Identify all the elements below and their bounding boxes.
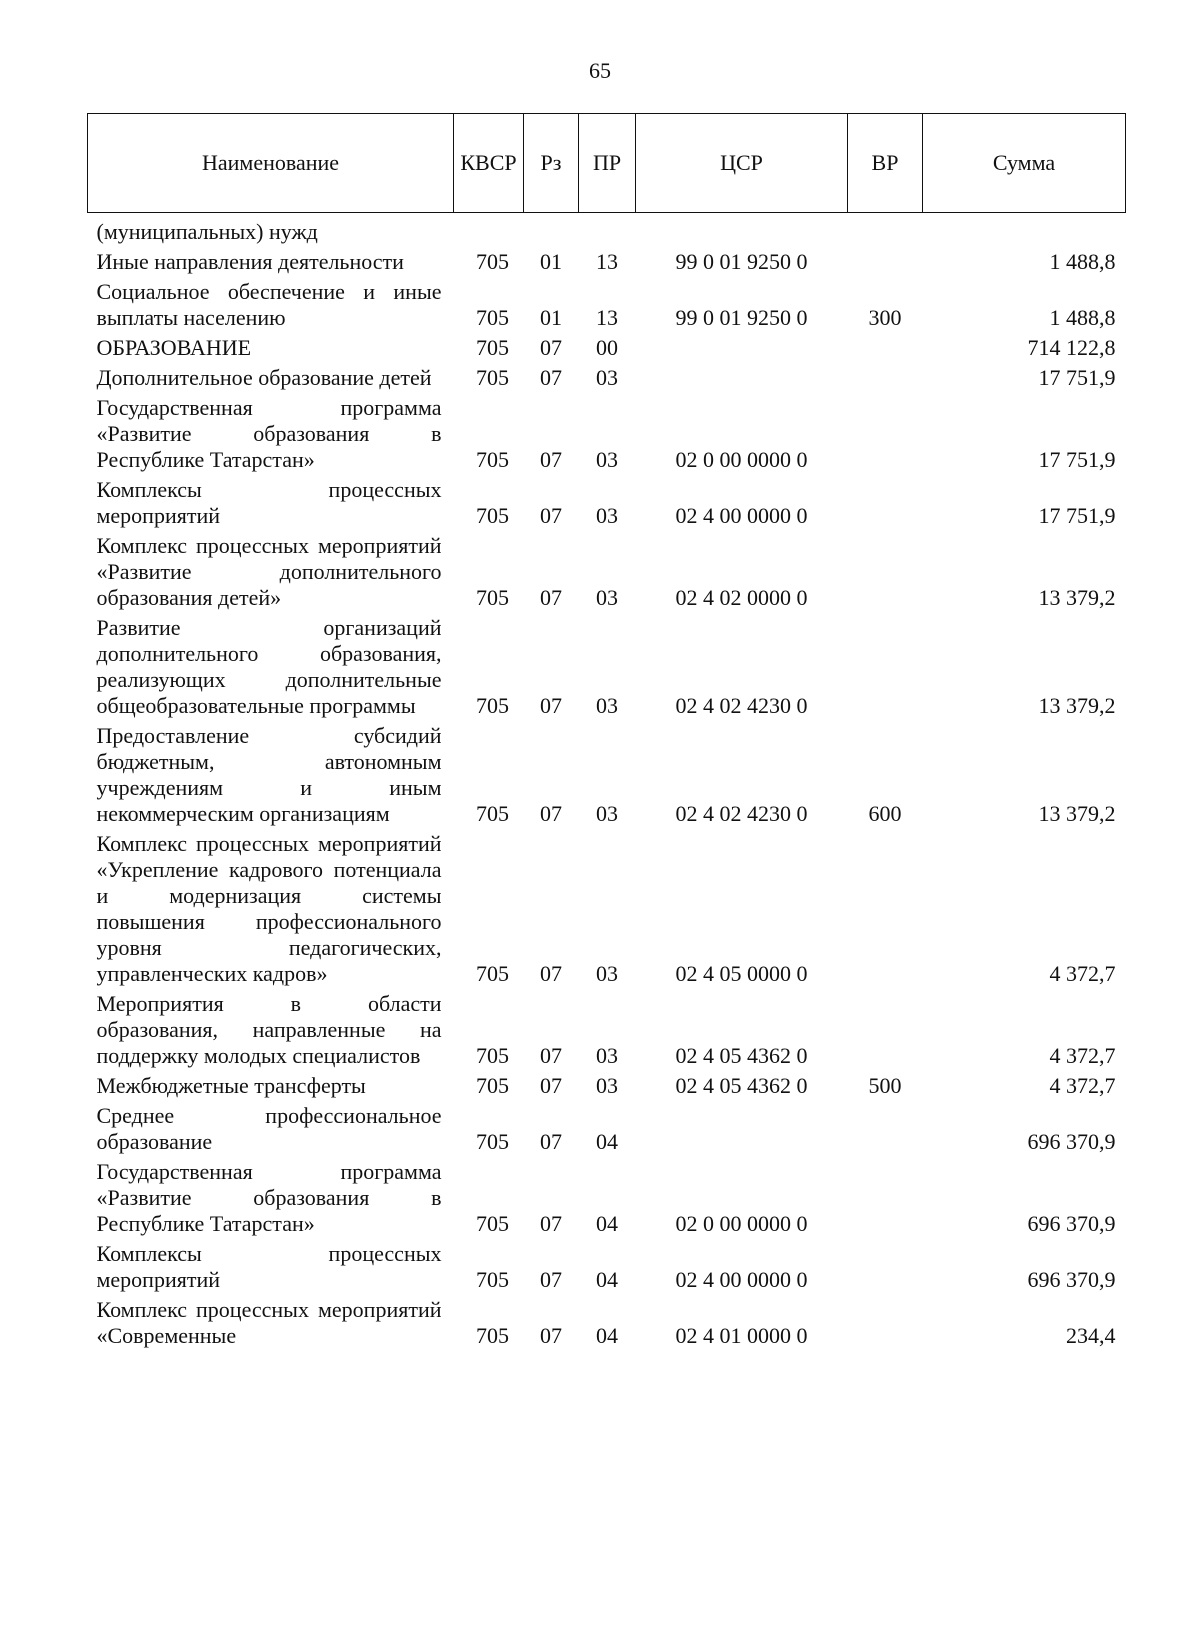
table-body [88,213,1126,1350]
cell-pr: 04 [596,1323,618,1348]
cell-name: Государственная программа «Развитие образования в Республике Татарстан» [96,1159,442,1236]
cell-name: Межбюджетные трансферты [96,1073,366,1098]
cell-pr: 03 [596,961,618,986]
cell-vr [848,473,923,529]
cell-name: Предоставление субсидий бюджетным, автономным учреждениям и иным некоммерческим организациям [96,723,442,826]
cell-pr: 03 [596,503,618,528]
cell-rz: 01 [540,305,562,330]
cell-name: Комплекс процессных мероприятий «Развитие дополнительного образования детей» [96,533,442,610]
cell-kvsr: 705 [476,1129,509,1154]
cell-csr [636,213,848,246]
cell-name: Социальное обеспечение и иные выплаты населению [96,279,442,330]
cell-csr [636,361,848,391]
cell-sum: 234,4 [1066,1323,1116,1348]
cell-rz: 07 [540,1211,562,1236]
cell-vr [848,331,923,361]
cell-csr: 99 0 01 9250 0 [675,305,808,330]
header-rz: Рз [524,114,579,213]
cell-name: ОБРАЗОВАНИЕ [96,335,252,360]
cell-rz: 07 [540,1267,562,1292]
cell-name: Комплексы процессных мероприятий [96,1241,442,1292]
cell-vr [848,1293,923,1349]
cell-sum: 696 370,9 [1027,1129,1116,1154]
cell-name: Комплекс процессных мероприятий «Современные [96,1297,442,1348]
table-row [88,987,1126,1069]
cell-csr: 02 4 00 0000 0 [675,1267,808,1292]
cell-sum: 1 488,8 [1049,305,1116,330]
cell-csr: 02 4 05 4362 0 [675,1043,808,1068]
cell-kvsr: 705 [476,1323,509,1348]
cell-sum: 17 751,9 [1038,447,1116,472]
cell-pr: 13 [596,305,618,330]
cell-sum: 13 379,2 [1038,693,1116,718]
table-row [88,275,1126,331]
cell-rz: 01 [540,249,562,274]
table-row [88,1237,1126,1293]
cell-rz: 07 [540,1073,562,1098]
table-row [88,391,1126,473]
cell-sum [923,213,1126,246]
cell-csr [636,331,848,361]
budget-table [87,113,1126,1349]
cell-pr: 03 [596,693,618,718]
cell-pr: 03 [596,585,618,610]
table-row [88,827,1126,987]
table-row [88,213,1126,246]
cell-csr: 02 0 00 0000 0 [675,1211,808,1236]
cell-csr: 02 4 00 0000 0 [675,503,808,528]
cell-kvsr: 705 [476,1267,509,1292]
cell-rz: 07 [540,801,562,826]
cell-kvsr: 705 [476,585,509,610]
cell-kvsr: 705 [476,249,509,274]
cell-vr [848,1155,923,1237]
cell-kvsr: 705 [476,335,509,360]
cell-pr: 04 [596,1211,618,1236]
cell-pr: 04 [596,1129,618,1154]
table-row [88,1155,1126,1237]
cell-sum: 13 379,2 [1038,585,1116,610]
cell-sum: 13 379,2 [1038,801,1116,826]
table-row [88,245,1126,275]
cell-kvsr: 705 [476,1073,509,1098]
table-row [88,719,1126,827]
cell-csr: 02 4 02 0000 0 [675,585,808,610]
cell-name: Мероприятия в области образования, направленные на поддержку молодых специалистов [96,991,442,1068]
cell-kvsr: 705 [476,503,509,528]
table-row [88,361,1126,391]
header-kvsr: КВСР [454,114,524,213]
table-header [88,114,1126,213]
cell-rz: 07 [540,1129,562,1154]
cell-csr: 02 4 02 4230 0 [675,693,808,718]
cell-vr [848,529,923,611]
cell-pr: 03 [596,801,618,826]
cell-vr: 600 [868,801,902,826]
cell-name: (муниципальных) нужд [96,219,318,244]
cell-name: Иные направления деятельности [96,249,404,274]
cell-rz: 07 [540,1323,562,1348]
header-pr: ПР [579,114,636,213]
cell-sum: 696 370,9 [1027,1211,1116,1236]
table-row [88,1099,1126,1155]
cell-kvsr: 705 [476,801,509,826]
cell-pr: 03 [596,1073,618,1098]
cell-rz: 07 [540,961,562,986]
cell-pr: 03 [596,447,618,472]
table-row [88,473,1126,529]
cell-csr: 02 4 02 4230 0 [675,801,808,826]
cell-sum: 696 370,9 [1027,1267,1116,1292]
table-row [88,529,1126,611]
cell-sum: 17 751,9 [1038,365,1116,390]
cell-pr: 03 [596,365,618,390]
cell-csr: 02 0 00 0000 0 [675,447,808,472]
cell-kvsr: 705 [476,305,509,330]
cell-kvsr: 705 [476,1043,509,1068]
cell-csr: 02 4 05 0000 0 [675,961,808,986]
cell-pr: 00 [596,335,618,360]
cell-kvsr: 705 [476,447,509,472]
cell-sum: 714 122,8 [1027,335,1116,360]
cell-vr [848,611,923,719]
cell-rz: 07 [540,585,562,610]
cell-sum: 4 372,7 [1049,961,1116,986]
cell-rz: 07 [540,503,562,528]
cell-vr [848,987,923,1069]
cell-vr: 500 [868,1073,902,1098]
cell-sum: 1 488,8 [1049,249,1116,274]
cell-name: Государственная программа «Развитие образования в Республике Татарстан» [96,395,442,472]
cell-rz: 07 [540,365,562,390]
cell-kvsr: 705 [476,1211,509,1236]
cell-rz: 07 [540,335,562,360]
cell-pr: 13 [596,249,618,274]
header-csr: ЦСР [636,114,848,213]
cell-name: Дополнительное образование детей [96,365,432,390]
cell-vr [848,1237,923,1293]
cell-vr [848,827,923,987]
cell-kvsr: 705 [476,961,509,986]
cell-name: Развитие организаций дополнительного образования, реализующих дополнительные общеобразовательные программы [96,615,442,718]
cell-sum: 4 372,7 [1049,1073,1116,1098]
cell-vr [848,391,923,473]
cell-csr: 02 4 05 4362 0 [675,1073,808,1098]
cell-vr [848,1099,923,1155]
cell-vr [848,245,923,275]
cell-name: Комплекс процессных мероприятий «Укрепление кадрового потенциала и модернизация системы повышения профессионального уровня педагогических, управленческих кадров» [96,831,442,986]
cell-pr: 03 [596,1043,618,1068]
cell-csr: 99 0 01 9250 0 [675,249,808,274]
cell-vr [848,361,923,391]
cell-rz: 07 [540,447,562,472]
cell-vr [848,213,923,246]
header-sum: Сумма [923,114,1126,213]
cell-pr [579,213,636,246]
table-row [88,611,1126,719]
cell-rz: 07 [540,693,562,718]
cell-vr: 300 [868,305,902,330]
header-name: Наименование [88,114,454,213]
table-row [88,1069,1126,1099]
cell-sum: 4 372,7 [1049,1043,1116,1068]
cell-rz [524,213,579,246]
cell-pr: 04 [596,1267,618,1292]
table-row [88,331,1126,361]
cell-csr: 02 4 01 0000 0 [675,1323,808,1348]
cell-sum: 17 751,9 [1038,503,1116,528]
cell-kvsr: 705 [476,365,509,390]
cell-rz: 07 [540,1043,562,1068]
header-vr: ВР [848,114,923,213]
cell-csr [636,1099,848,1155]
cell-kvsr [454,213,524,246]
table-row [88,1293,1126,1349]
cell-name: Комплексы процессных мероприятий [96,477,442,528]
cell-kvsr: 705 [476,693,509,718]
cell-name: Среднее профессиональное образование [96,1103,442,1154]
page-number: 65 [589,58,611,83]
